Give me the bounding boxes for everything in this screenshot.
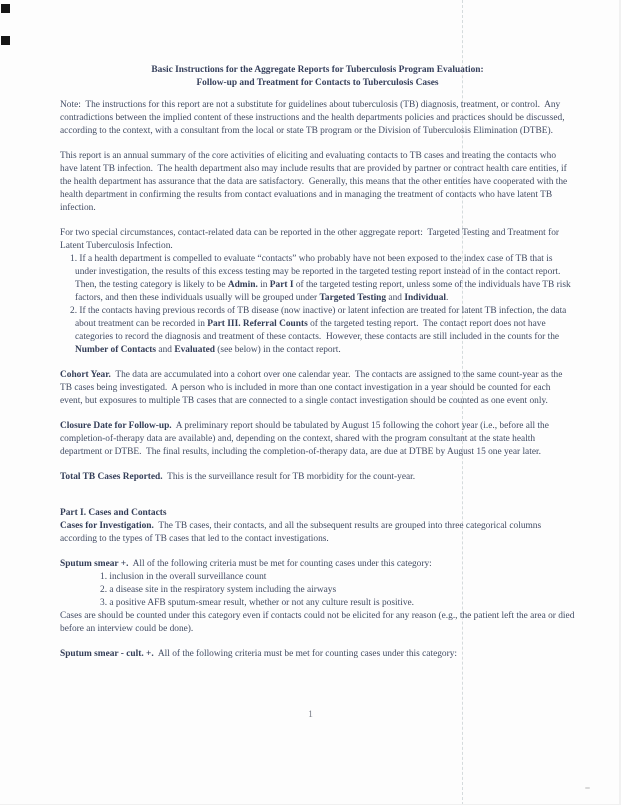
document-body [60,64,575,661]
paragraph-container [60,99,575,661]
scan-mark-second [1,36,10,45]
special-circumstances-paragraph: For two special circumstances, contact-related data can be reported in the other aggregate report: Targeted Testing and Treatment for Latent Tuberculosis Infection. [60,228,562,251]
numbered-item-1: 1. If a health department is compelled to evaluate “contacts” who probably have not been exposed to the index case of TB that is under investigation, the results of this excess testing may be reported in the targeted testing report instead of in the contact report. Then, the testing category is likely to be Admin. in Part I of the targeted testing report, unless some of the individuals have TB risk factors, and then these individuals usually will be grouped under Targeted Testing and Individual. [70,254,574,303]
numbered-item-2: 2. If the contacts having previous records of TB disease (now inactive) or latent infection are treated for latent TB infection, the data about treatment can be recorded in Part III. Referral Counts of the targeted testing report. The contact report does not have categories to record the diagnosis and treatment of these contacts. However, these contacts are still included in the counts for the Number of Contacts and Evaluated (see below) in the contact report. [70,306,569,355]
total-tb-cases-paragraph: Total TB Cases Reported. This is the surveillance result for TB morbidity for the count-year. [60,472,416,482]
sputum-smear-culture-positive-paragraph: Sputum smear - cult. +. All of the following criteria must be met for counting cases under this category: [60,649,458,659]
cases-for-investigation-paragraph: Cases for Investigation. The TB cases, their contacts, and all the subsequent results are grouped into three categorical columns according to the types of TB cases that led to the contact investigations. [60,521,544,544]
page-number-text: 1 [308,710,313,720]
document-title [60,64,575,90]
criteria-item-2: 2. a disease site in the respiratory system including the airways [100,585,337,595]
criteria-item-3: 3. a positive AFB sputum-smear result, whether or not any culture result is positive. [100,598,415,608]
title-line-2: Follow-up and Treatment for Contacts to Tuberculosis Cases [196,78,439,88]
cohort-year-paragraph: Cohort Year. The data are accumulated into a cohort over one calendar year. The contacts are assigned to the same count-year as the TB cases being investigated. A person who is included in more than one contact investigation in a year should be counted for each event, but exposures to multiple TB cases that are connected to a single contact investigation should be counted as one event only. [60,370,565,406]
cases-counted-note: Cases are should be counted under this category even if contacts could not be elicited for any reason (e.g., the patient left the area or died before an interview could be done). [60,611,577,634]
scan-speck [585,787,590,789]
title-line-1: Basic Instructions for the Aggregate Reports for Tuberculosis Program Evaluation: [151,65,484,75]
scan-mark-top [1,4,10,13]
closure-date-paragraph: Closure Date for Follow-up. A preliminary report should be tabulated by August 15 following the cohort year (i.e., before all the completion-of-therapy data are available) and, depending on the context, shared with the program consultant at the state health department or DTBE. The final results, including the completion-of-therapy data, are due at DTBE by August 15 one year later. [60,421,552,457]
part-1-heading: Part I. Cases and Contacts [60,508,167,518]
report-summary-paragraph: This report is an annual summary of the core activities of eliciting and evaluating contacts to TB cases and treating the contacts who have latent TB infection. The health department also may include results that are provided by partner or contract health care entities, if the health department has assurance that the data are satisfactory. Generally, this means that the other entities have cooperated with the health department in confirming the results from contact evaluations and in managing the treatment of contacts who have latent TB infection. [60,151,570,213]
sputum-smear-positive-paragraph: Sputum smear +. All of the following criteria must be met for counting cases under this category: [60,559,432,569]
note-paragraph: Note: The instructions for this report are not a substitute for guidelines about tuberculosis (TB) diagnosis, treatment, or control. Any contradictions between the implied content of these instructions and the health departments policies and practices should be discussed, according to the context, with a consultant from the local or state TB program or the Division of Tuberculosis Elimination (DTBE). [60,100,567,136]
criteria-item-1: 1. inclusion in the overall surveillance count [100,572,267,582]
